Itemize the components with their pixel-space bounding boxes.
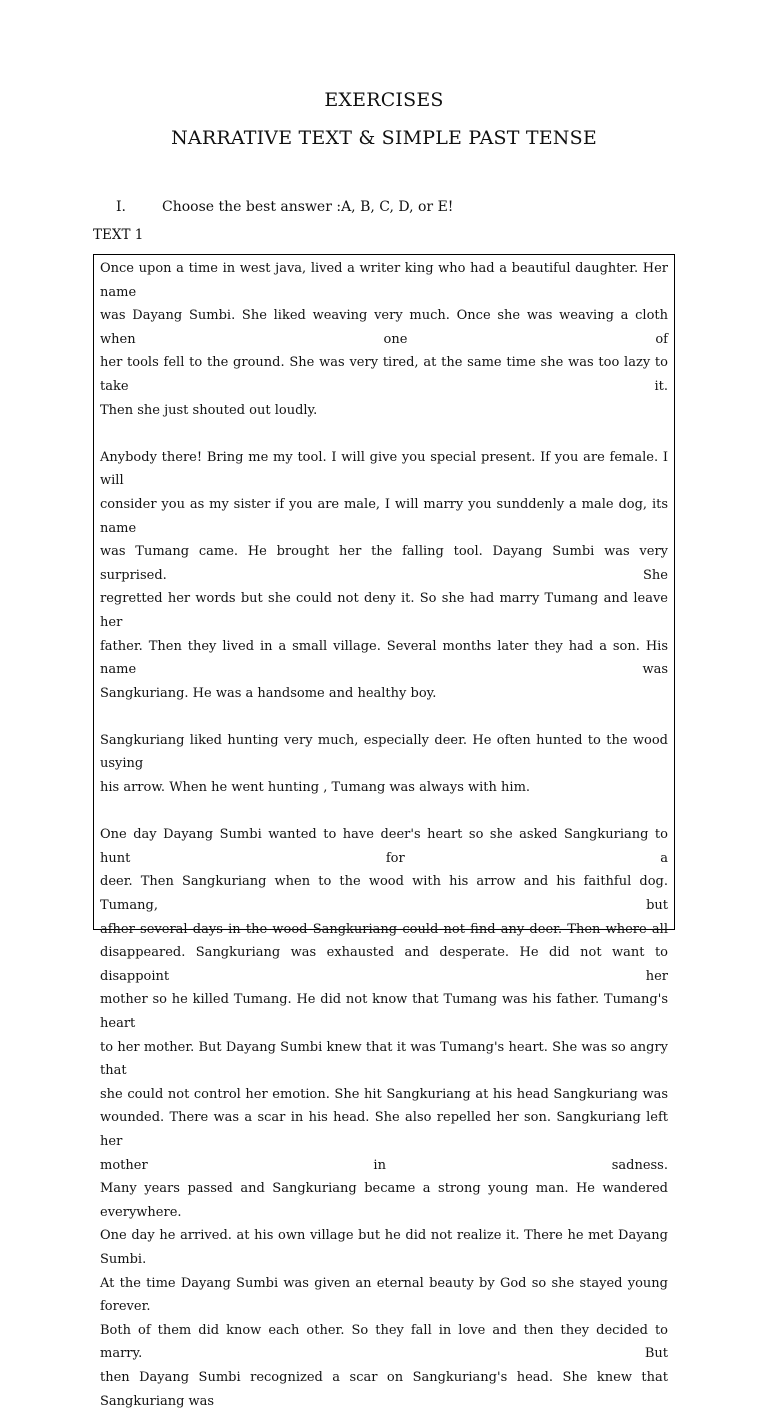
story-line: was Dayang Sumbi. She liked weaving very much. Once she was weaving a cloth when one of [100, 308, 668, 347]
story-line: afher several days in the wood Sangkuriang could not find any deer. Then where all [100, 921, 668, 937]
story-line: Sangkuriang liked hunting very much, especially deer. He often hunted to the wood usying [100, 732, 668, 772]
story-line: One day Dayang Sumbi wanted to have deer's heart so she asked Sangkuriang to hunt for a [100, 827, 668, 866]
story-line: At the time Dayang Sumbi was given an eternal beauty by God so she stayed young forever. [100, 1275, 668, 1315]
story-line: Once upon a time in west java, lived a writer king who had a beautiful daughter. Her name [100, 261, 668, 300]
story-line: Many years passed and Sangkuriang became a strong young man. He wandered everywhere. [100, 1181, 668, 1220]
story-line: to her mother. But Dayang Sumbi knew that it was Tumang's heart. She was so angry that [100, 1039, 668, 1079]
story-line: mother so he killed Tumang. He did not know that Tumang was his father. Tumang's heart [100, 992, 668, 1031]
story-line: she could not control her emotion. She hit Sangkuriang at his head Sangkuriang was [100, 1086, 668, 1102]
story-paragraph [100, 257, 668, 422]
story-line: then Dayang Sumbi recognized a scar on Sangkuriang's head. She knew that Sangkuriang was [100, 1369, 668, 1409]
story-box [93, 254, 675, 1409]
story-line: Sangkuriang. He was a handsome and healthy boy. [100, 685, 437, 701]
story-line: Then she just shouted out loudly. [100, 402, 318, 418]
paragraph-spacer [100, 705, 668, 729]
instruction-text: Choose the best answer :A, B, C, D, or E! [162, 199, 454, 215]
story-paragraph [100, 729, 668, 800]
story-paragraph [100, 446, 668, 706]
story-line: Anybody there! Bring me my tool. I will give you special present. If you are female. I will [100, 449, 668, 489]
instruction-number: I. [116, 199, 126, 215]
story-line: Both of them did know each other. So they fall in love and then they decided to marry. But [100, 1322, 668, 1362]
story-line: his arrow. When he went hunting , Tumang was always with him. [100, 780, 531, 796]
text-label: TEXT 1 [93, 227, 144, 243]
story-line: regretted her words but she could not deny it. So she had marry Tumang and leave her [100, 591, 668, 630]
story-line: One day he arrived. at his own village but he did not realize it. There he met Dayang Sumbi. [100, 1228, 668, 1267]
story-line: deer. Then Sangkuriang when to the wood with his arrow and his faithful dog. Tumang, but [100, 874, 668, 914]
story-line: consider you as my sister if you are male, I will marry you sunddenly a male dog, its name [100, 496, 668, 536]
instruction [116, 199, 453, 215]
story-line: was Tumang came. He brought her the falling tool. Dayang Sumbi was very surprised. She [100, 544, 668, 583]
story-line: wounded. There was a scar in his head. She also repelled her son. Sangkuriang left her [100, 1110, 668, 1149]
story-paragraph [100, 823, 668, 1413]
document-subtitle: NARRATIVE TEXT & SIMPLE PAST TENSE [171, 127, 597, 149]
story-line: mother in sadness. [100, 1157, 668, 1173]
story-line: her tools fell to the ground. She was very tired, at the same time she was too lazy to take it. [100, 355, 668, 394]
paragraph-spacer [100, 422, 668, 446]
story-line: father. Then they lived in a small village. Several months later they had a son. His name was [100, 638, 668, 678]
document-title: EXERCISES [324, 89, 444, 111]
paragraph-spacer [100, 800, 668, 824]
story-line: disappeared. Sangkuriang was exhausted and desperate. He did not want to disappoint her [100, 945, 668, 984]
